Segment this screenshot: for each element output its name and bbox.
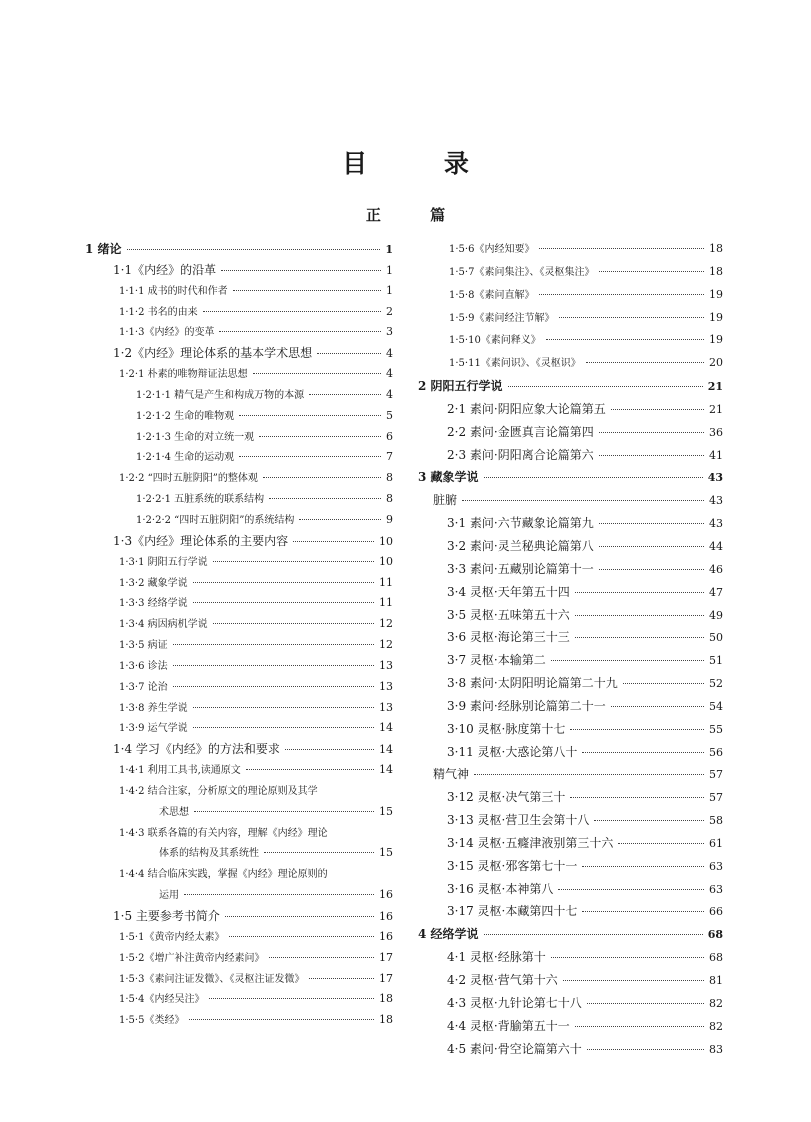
toc-entry-page: 21 bbox=[709, 402, 723, 416]
toc-entry-title: 1·3·9 运气学说 bbox=[119, 723, 188, 735]
dot-leader bbox=[269, 498, 381, 499]
dot-leader bbox=[546, 339, 704, 340]
toc-entry-page: 68 bbox=[709, 951, 723, 965]
toc-entry-title: 3·9 素问·经脉别论篇第二十一 bbox=[447, 698, 606, 713]
toc-entry[interactable] bbox=[85, 907, 393, 928]
dot-leader bbox=[582, 866, 704, 867]
toc-entry-page: 52 bbox=[709, 677, 723, 691]
toc-entry-title: 1·2·1·1 精气是产生和构成万物的本源 bbox=[136, 389, 305, 401]
toc-entry-page: 3 bbox=[386, 325, 393, 339]
toc-entry-title: 3·5 灵枢·五味第五十六 bbox=[447, 607, 570, 622]
toc-entry-title: 1·1·2 书名的由来 bbox=[119, 306, 198, 318]
toc-entry-page: 1 bbox=[385, 243, 393, 256]
toc-entry[interactable] bbox=[416, 286, 723, 309]
dot-leader bbox=[599, 432, 704, 433]
toc-entry-page: 13 bbox=[379, 658, 393, 672]
toc-entry[interactable] bbox=[85, 428, 393, 449]
toc-entry[interactable] bbox=[85, 261, 393, 282]
dot-leader bbox=[575, 615, 704, 616]
toc-entry-title: 1 绪论 bbox=[85, 242, 122, 256]
toc-entry-page: 61 bbox=[709, 836, 723, 850]
toc-entry-title: 3·10 灵枢·脉度第十七 bbox=[447, 721, 566, 736]
toc-entry[interactable] bbox=[85, 365, 393, 386]
toc-entry-title: 1·2·1 朴素的唯物辩证法思想 bbox=[119, 369, 248, 381]
toc-entry[interactable] bbox=[416, 765, 723, 788]
dot-leader bbox=[618, 843, 704, 844]
toc-entry-page: 19 bbox=[709, 333, 723, 347]
toc-entry[interactable] bbox=[416, 491, 723, 514]
dot-leader bbox=[264, 852, 374, 853]
toc-entry[interactable] bbox=[85, 824, 393, 845]
toc-entry-title: 1·3·5 病证 bbox=[119, 640, 168, 652]
dot-leader bbox=[219, 331, 381, 332]
dot-leader bbox=[484, 934, 703, 935]
dot-leader bbox=[253, 373, 381, 374]
toc-entry-page: 50 bbox=[709, 631, 723, 645]
dot-leader bbox=[559, 317, 704, 318]
dot-leader bbox=[299, 519, 381, 520]
toc-entry-title: 1·5·3《素问注证发微》、《灵枢注证发微》 bbox=[119, 973, 305, 985]
toc-entry[interactable] bbox=[416, 1040, 723, 1063]
toc-entry[interactable] bbox=[416, 743, 723, 766]
toc-entry[interactable] bbox=[85, 636, 393, 657]
toc-entry[interactable] bbox=[416, 240, 723, 263]
dot-leader bbox=[213, 623, 374, 624]
toc-entry[interactable] bbox=[85, 803, 393, 824]
dot-leader bbox=[582, 752, 704, 753]
toc-entry[interactable] bbox=[416, 651, 723, 674]
toc-entry[interactable] bbox=[85, 657, 393, 678]
toc-entry-title: 3·2 素问·灵兰秘典论篇第八 bbox=[447, 538, 594, 553]
toc-entry-title: 1·5·9《素问经注节解》 bbox=[449, 312, 555, 324]
dot-leader bbox=[293, 541, 374, 542]
toc-entry-page: 10 bbox=[379, 554, 393, 568]
toc-entry-title: 4 经络学说 bbox=[418, 927, 479, 942]
toc-entry-page: 14 bbox=[379, 763, 393, 777]
toc-entry[interactable] bbox=[85, 761, 393, 782]
toc-entry-title: 2·3 素问·阴阳离合论篇第六 bbox=[447, 447, 594, 462]
toc-entry-title: 1·5·4《内经吴注》 bbox=[119, 994, 205, 1006]
toc-entry[interactable] bbox=[416, 720, 723, 743]
toc-entry-page: 54 bbox=[709, 699, 723, 713]
toc-entry-title: 1·3·1 阴阳五行学说 bbox=[119, 556, 208, 568]
dot-leader bbox=[239, 415, 381, 416]
toc-entry-title: 1·2·1·2 生命的唯物观 bbox=[136, 410, 235, 422]
toc-entry[interactable] bbox=[85, 719, 393, 740]
toc-entry-page: 83 bbox=[709, 1042, 723, 1056]
toc-entry-page: 49 bbox=[709, 608, 723, 622]
dot-leader bbox=[285, 749, 374, 750]
toc-entry-page: 55 bbox=[709, 722, 723, 736]
toc-entry[interactable] bbox=[85, 615, 393, 636]
toc-entry-title: 1·3《内经》理论体系的主要内容 bbox=[113, 533, 289, 548]
toc-entry-page: 82 bbox=[709, 996, 723, 1010]
toc-entry[interactable] bbox=[416, 902, 723, 925]
toc-entry-page: 81 bbox=[709, 974, 723, 987]
dot-leader bbox=[474, 774, 704, 775]
dot-leader bbox=[508, 386, 703, 387]
dot-leader bbox=[127, 249, 381, 250]
toc-entry-title: 2 阴阳五行学说 bbox=[418, 379, 503, 394]
toc-entry-title: 1·2·1·4 生命的运动观 bbox=[136, 452, 235, 464]
toc-entry-page: 58 bbox=[709, 814, 723, 828]
dot-leader bbox=[582, 911, 704, 912]
dot-leader bbox=[623, 683, 704, 684]
dot-leader bbox=[203, 311, 381, 312]
toc-entry[interactable] bbox=[416, 377, 723, 400]
dot-leader bbox=[611, 409, 704, 410]
dot-leader bbox=[570, 729, 704, 730]
toc-entry-page: 56 bbox=[709, 745, 723, 759]
toc-entry[interactable] bbox=[85, 303, 393, 324]
toc-entry-page: 4 bbox=[386, 367, 393, 381]
toc-entry[interactable] bbox=[85, 970, 393, 991]
toc-entry-title: 1·5·6《内经知要》 bbox=[449, 244, 535, 255]
toc-entry-title: 1·3·2 藏象学说 bbox=[119, 577, 188, 589]
toc-entry-page: 17 bbox=[379, 971, 393, 985]
toc-entry-title: 4·1 灵枢·经脉第十 bbox=[447, 950, 546, 965]
dot-leader bbox=[259, 436, 381, 437]
toc-entry-page: 16 bbox=[379, 929, 393, 943]
toc-entry-page: 44 bbox=[709, 539, 723, 553]
toc-entry-page: 4 bbox=[386, 347, 393, 361]
dot-leader bbox=[539, 248, 704, 249]
toc-entry-title: 1·5·7《素问集注》、《灵枢集注》 bbox=[449, 266, 595, 278]
dot-leader bbox=[539, 294, 704, 295]
toc-entry[interactable] bbox=[85, 344, 393, 365]
toc-entry[interactable] bbox=[85, 469, 393, 490]
toc-entry-title: 1·5 主要参考书简介 bbox=[113, 909, 220, 923]
toc-entry-title: 1·3·8 养生学说 bbox=[119, 702, 188, 714]
toc-entry-title: 4·4 灵枢·背腧第五十一 bbox=[447, 1018, 570, 1033]
toc-entry[interactable] bbox=[85, 865, 393, 886]
section-title: 正 篇 bbox=[365, 206, 468, 224]
toc-entry-title: 术思想 bbox=[159, 806, 189, 818]
dot-leader bbox=[599, 569, 704, 570]
toc-entry[interactable] bbox=[416, 331, 723, 354]
toc-entry[interactable] bbox=[85, 282, 393, 303]
dot-leader bbox=[599, 523, 704, 524]
toc-entry-page: 1 bbox=[386, 263, 393, 277]
dot-leader bbox=[193, 582, 374, 583]
dot-leader bbox=[309, 394, 381, 395]
toc-entry[interactable] bbox=[416, 697, 723, 720]
toc-entry[interactable] bbox=[85, 407, 393, 428]
toc-entry-title: 3·14 灵枢·五癃津液别第三十六 bbox=[447, 835, 614, 850]
toc-entry-page: 13 bbox=[379, 679, 393, 693]
dot-leader bbox=[611, 706, 704, 707]
toc-entry-page: 18 bbox=[379, 1013, 393, 1027]
toc-entry-title: 精气神 bbox=[433, 767, 470, 782]
dot-leader bbox=[225, 916, 374, 917]
toc-entry-title: 1·5·1《黄帝内经太素》 bbox=[119, 931, 225, 943]
toc-entry[interactable] bbox=[85, 949, 393, 970]
toc-entry-page: 82 bbox=[709, 1019, 723, 1033]
toc-entry-title: 1·4·3 联系各篇的有关内容，理解《内经》理论 bbox=[119, 827, 328, 839]
toc-entry-title: 1·2·2·2 “四时五脏阴阳”的系统结构 bbox=[136, 514, 295, 526]
toc-entry[interactable] bbox=[85, 678, 393, 699]
dot-leader bbox=[570, 797, 704, 798]
toc-entry-title: 1·5·11《素问识》、《灵枢识》 bbox=[449, 358, 581, 370]
toc-entry-title: 3·13 灵枢·营卫生会第十八 bbox=[447, 813, 590, 828]
dot-leader bbox=[194, 811, 374, 812]
toc-entry-page: 51 bbox=[709, 654, 723, 668]
toc-entry[interactable] bbox=[85, 844, 393, 865]
dot-leader bbox=[173, 665, 374, 666]
toc-entry-title: 1·1《内经》的沿革 bbox=[113, 262, 217, 277]
toc-entry-page: 15 bbox=[379, 846, 393, 860]
toc-entry[interactable] bbox=[416, 1017, 723, 1040]
toc-entry-title: 1·4·1 利用工具书,读通原文 bbox=[119, 765, 241, 777]
toc-entry-page: 18 bbox=[379, 992, 393, 1006]
toc-entry-page: 18 bbox=[709, 264, 723, 278]
toc-entry-title: 1·2·2·1 五脏系统的联系结构 bbox=[136, 494, 265, 506]
toc-entry-page: 16 bbox=[379, 910, 393, 923]
toc-entry-page: 12 bbox=[379, 638, 393, 652]
toc-entry[interactable] bbox=[85, 386, 393, 407]
toc-entry-title: 3 藏象学说 bbox=[418, 470, 479, 485]
dot-leader bbox=[586, 362, 704, 363]
toc-entry-page: 10 bbox=[379, 534, 393, 548]
toc-entry-page: 63 bbox=[709, 882, 723, 896]
toc-entry[interactable] bbox=[416, 971, 723, 994]
toc-entry-page: 43 bbox=[709, 517, 723, 531]
toc-entry-title: 1·3·3 经络学说 bbox=[119, 598, 188, 610]
toc-entry-page: 7 bbox=[386, 450, 393, 464]
dot-leader bbox=[269, 957, 374, 958]
toc-entry[interactable] bbox=[416, 514, 723, 537]
toc-entry-title: 4·5 素问·骨空论篇第六十 bbox=[447, 1041, 582, 1056]
toc-entry-title: 体系的结构及其系统性 bbox=[159, 848, 259, 860]
dot-leader bbox=[587, 1003, 704, 1004]
dot-leader bbox=[599, 271, 704, 272]
toc-entry[interactable] bbox=[85, 886, 393, 907]
dot-leader bbox=[173, 686, 374, 687]
toc-entry-title: 3·1 素问·六节藏象论篇第九 bbox=[447, 516, 594, 531]
toc-entry-title: 3·8 素问·太阴阳明论篇第二十九 bbox=[447, 676, 618, 691]
dot-leader bbox=[193, 602, 374, 603]
dot-leader bbox=[563, 980, 704, 981]
toc-entry-page: 19 bbox=[709, 287, 723, 301]
dot-leader bbox=[317, 353, 381, 354]
dot-leader bbox=[575, 1026, 704, 1027]
toc-entry[interactable] bbox=[416, 468, 723, 491]
toc-entry[interactable] bbox=[85, 532, 393, 553]
toc-entry-page: 11 bbox=[379, 575, 393, 589]
dot-leader bbox=[309, 978, 374, 979]
toc-entry-title: 1·3·4 病因病机学说 bbox=[119, 619, 208, 631]
toc-entry[interactable] bbox=[416, 263, 723, 286]
toc-entry-page: 63 bbox=[709, 859, 723, 873]
dot-leader bbox=[263, 477, 381, 478]
toc-entry-page: 20 bbox=[709, 356, 723, 370]
toc-entry-title: 1·2·2 “四时五脏阴阳”的整体观 bbox=[119, 473, 258, 485]
toc-entry-title: 1·3·7 论治 bbox=[119, 681, 168, 693]
toc-entry-page: 14 bbox=[379, 721, 393, 735]
toc-entry-page: 8 bbox=[386, 471, 393, 485]
dot-leader bbox=[575, 637, 704, 638]
toc-entry-title: 1·1·3《内经》的变革 bbox=[119, 327, 215, 339]
toc-entry[interactable] bbox=[416, 628, 723, 651]
toc-entry-page: 4 bbox=[386, 387, 393, 401]
toc-entry-page: 68 bbox=[707, 928, 723, 942]
toc-entry[interactable] bbox=[416, 560, 723, 583]
toc-entry-page: 5 bbox=[386, 408, 393, 422]
toc-entry-page: 14 bbox=[379, 743, 393, 757]
dot-leader bbox=[246, 769, 374, 770]
toc-entry-title: 3·11 灵枢·大惑论第八十 bbox=[447, 744, 578, 759]
dot-leader bbox=[575, 592, 704, 593]
toc-entry-page: 66 bbox=[709, 905, 723, 919]
toc-entry[interactable] bbox=[85, 240, 393, 261]
dot-leader bbox=[551, 660, 704, 661]
toc-entry[interactable] bbox=[416, 309, 723, 332]
toc-entry-title: 3·3 素问·五藏别论篇第十一 bbox=[447, 561, 594, 576]
toc-entry-title: 1·2《内经》理论体系的基本学术思想 bbox=[113, 346, 313, 361]
dot-leader bbox=[193, 727, 374, 728]
toc-entry-title: 3·16 灵枢·本神第八 bbox=[447, 881, 554, 896]
toc-entry-title: 运用 bbox=[159, 890, 179, 902]
toc-entry[interactable] bbox=[416, 423, 723, 446]
dot-leader bbox=[233, 290, 381, 291]
dot-leader bbox=[221, 270, 381, 271]
toc-right-column bbox=[416, 240, 723, 1062]
dot-leader bbox=[189, 1019, 374, 1020]
toc-entry[interactable] bbox=[85, 323, 393, 344]
toc-entry-title: 3·17 灵枢·本藏第四十七 bbox=[447, 904, 578, 919]
toc-entry-title: 1·4 学习《内经》的方法和要求 bbox=[113, 742, 280, 757]
toc-entry[interactable] bbox=[85, 699, 393, 720]
dot-leader bbox=[484, 477, 703, 478]
dot-leader bbox=[193, 707, 374, 708]
toc-entry[interactable] bbox=[85, 740, 393, 761]
toc-entry-page: 47 bbox=[709, 585, 723, 599]
toc-entry-title: 3·12 灵枢·决气第三十 bbox=[447, 790, 566, 805]
toc-entry-page: 11 bbox=[379, 596, 393, 610]
toc-entry-page: 12 bbox=[379, 617, 393, 631]
page-title: 目 录 bbox=[342, 149, 503, 178]
dot-leader bbox=[184, 894, 374, 895]
dot-leader bbox=[551, 957, 704, 958]
toc-entry[interactable] bbox=[416, 788, 723, 811]
toc-entry-title: 1·4·2 结合注家，分析原文的理论原则及其学 bbox=[119, 785, 318, 797]
toc-entry-page: 57 bbox=[709, 768, 723, 782]
dot-leader bbox=[587, 1049, 704, 1050]
toc-entry[interactable] bbox=[85, 782, 393, 803]
toc-entry-page: 46 bbox=[709, 562, 723, 576]
toc-entry-title: 3·4 灵枢·天年第五十四 bbox=[447, 584, 570, 599]
toc-entry-title: 2·2 素问·金匮真言论篇第四 bbox=[447, 424, 594, 439]
dot-leader bbox=[213, 561, 374, 562]
toc-entry[interactable] bbox=[416, 948, 723, 971]
dot-leader bbox=[229, 936, 374, 937]
toc-entry-page: 9 bbox=[386, 512, 393, 526]
dot-leader bbox=[558, 889, 704, 890]
toc-entry-page: 57 bbox=[709, 791, 723, 805]
toc-entry-page: 1 bbox=[386, 283, 393, 297]
toc-entry[interactable] bbox=[85, 594, 393, 615]
toc-entry-page: 16 bbox=[379, 888, 393, 902]
toc-entry[interactable] bbox=[85, 553, 393, 574]
toc-entry-page: 18 bbox=[709, 242, 723, 255]
toc-entry[interactable] bbox=[85, 448, 393, 469]
toc-entry-title: 1·5·10《素问释义》 bbox=[449, 335, 541, 347]
toc-entry-page: 8 bbox=[386, 492, 393, 506]
dot-leader bbox=[173, 644, 374, 645]
toc-entry-title: 1·3·6 诊法 bbox=[119, 660, 168, 672]
toc-entry[interactable] bbox=[416, 994, 723, 1017]
toc-entry-page: 41 bbox=[709, 448, 723, 462]
toc-entry-title: 1·5·8《素问直解》 bbox=[449, 289, 535, 301]
toc-entry-title: 3·15 灵枢·邪客第七十一 bbox=[447, 858, 578, 873]
toc-entry-page: 43 bbox=[709, 494, 723, 508]
toc-entry-title: 1·1·1 成书的时代和作者 bbox=[119, 285, 228, 297]
toc-entry[interactable] bbox=[85, 1011, 393, 1032]
toc-entry-page: 21 bbox=[707, 380, 723, 394]
toc-entry-page: 13 bbox=[379, 700, 393, 714]
toc-entry[interactable] bbox=[416, 606, 723, 629]
toc-left-column bbox=[85, 240, 393, 1032]
toc-entry[interactable] bbox=[416, 537, 723, 560]
toc-entry[interactable] bbox=[416, 674, 723, 697]
toc-entry[interactable] bbox=[416, 583, 723, 606]
toc-entry-page: 6 bbox=[386, 429, 393, 443]
toc-entry-page: 15 bbox=[379, 804, 393, 818]
dot-leader bbox=[599, 546, 704, 547]
toc-entry[interactable] bbox=[85, 511, 393, 532]
toc-entry-title: 脏腑 bbox=[433, 493, 458, 508]
toc-entry[interactable] bbox=[416, 880, 723, 903]
toc-entry-page: 17 bbox=[379, 950, 393, 964]
toc-entry[interactable] bbox=[416, 446, 723, 469]
toc-entry-page: 43 bbox=[707, 471, 723, 485]
toc-entry-page: 19 bbox=[709, 310, 723, 324]
toc-entry-title: 4·2 灵枢·营气第十六 bbox=[447, 973, 558, 987]
dot-leader bbox=[209, 998, 374, 999]
toc-entry-title: 1·5·2《增广补注黄帝内经素问》 bbox=[119, 952, 265, 964]
toc-entry[interactable] bbox=[416, 354, 723, 377]
toc-entry[interactable] bbox=[85, 490, 393, 511]
toc-entry-title: 3·7 灵枢·本输第二 bbox=[447, 653, 546, 668]
toc-entry[interactable] bbox=[416, 857, 723, 880]
toc-entry-title: 1·5·5《类经》 bbox=[119, 1015, 185, 1027]
toc-entry-page: 2 bbox=[386, 304, 393, 318]
toc-entry[interactable] bbox=[416, 834, 723, 857]
toc-entry[interactable] bbox=[416, 400, 723, 423]
toc-entry-title: 1·2·1·3 生命的对立统一观 bbox=[136, 431, 255, 443]
dot-leader bbox=[599, 455, 704, 456]
toc-entry-title: 1·4·4 结合临床实践，掌握《内经》理论原则的 bbox=[119, 869, 328, 881]
toc-entry-title: 3·6 灵枢·海论第三十三 bbox=[447, 630, 570, 645]
toc-entry[interactable] bbox=[416, 811, 723, 834]
dot-leader bbox=[239, 456, 381, 457]
toc-entry[interactable] bbox=[85, 928, 393, 949]
toc-entry[interactable] bbox=[416, 925, 723, 948]
dot-leader bbox=[462, 500, 704, 501]
toc-entry[interactable] bbox=[85, 574, 393, 595]
toc-entry[interactable] bbox=[85, 990, 393, 1011]
toc-entry-title: 4·3 灵枢·九针论第七十八 bbox=[447, 995, 582, 1010]
toc-entry-page: 36 bbox=[709, 425, 723, 439]
dot-leader bbox=[594, 820, 704, 821]
toc-entry-title: 2·1 素问·阴阳应象大论篇第五 bbox=[447, 401, 606, 416]
